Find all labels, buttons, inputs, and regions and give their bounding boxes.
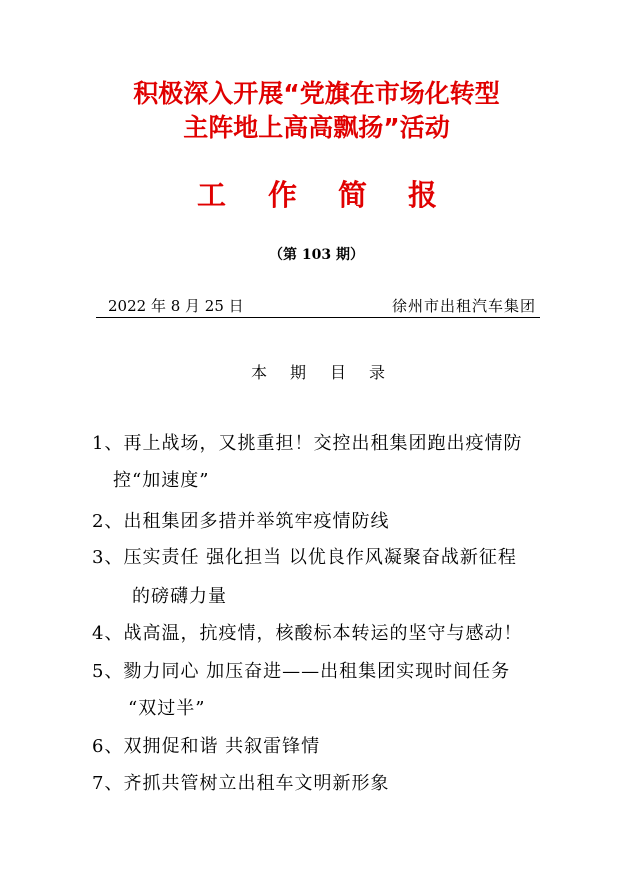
- brief-title-char: 简: [338, 178, 368, 212]
- headline-line-1: 积极深入开展“党旗在市场化转型: [133, 79, 500, 108]
- meta-row: [96, 295, 540, 319]
- toc-item-3: 3、压实责任 强化担当 以优良作风凝聚奋战新征程: [92, 547, 517, 568]
- toc-item-1: 1、再上战场，又挑重担！交控出租集团跑出疫情防: [92, 433, 523, 454]
- toc-heading-char: 本: [251, 363, 268, 382]
- headline-line-2: 主阵地上高高飘扬”活动: [183, 113, 450, 142]
- publish-date: 2022 年 8 月 25 日: [108, 297, 244, 315]
- brief-title-char: 报: [408, 178, 438, 212]
- toc-heading: [0, 361, 633, 387]
- toc-item-4: 4、战高温，抗疫情，核酸标本转运的坚守与感动！: [92, 623, 523, 644]
- toc-item-5: 5、勠力同心 加压奋进——出租集团实现时间任务: [92, 661, 511, 682]
- toc-item-7: 7、齐抓共管树立出租车文明新形象: [92, 773, 390, 794]
- publisher-org: 徐州市出租汽车集团: [391, 297, 536, 315]
- toc-item-2: 2、出租集团多措并举筑牢疫情防线: [92, 511, 390, 532]
- toc-item-5-continuation: “双过半”: [128, 698, 206, 719]
- brief-title: [0, 176, 633, 216]
- toc-heading-char: 录: [369, 363, 386, 382]
- brief-title-char: 作: [268, 178, 298, 212]
- header-divider: [96, 317, 540, 318]
- brief-title-char: 工: [197, 178, 227, 212]
- toc-item-1-continuation: 控“加速度”: [113, 470, 210, 491]
- toc-heading-char: 期: [290, 363, 307, 382]
- toc-heading-char: 目: [330, 363, 347, 382]
- issue-number: （第 103 期）: [269, 247, 364, 263]
- toc-item-3-continuation: 的磅礴力量: [132, 586, 227, 607]
- toc-item-6: 6、双拥促和谐 共叙雷锋情: [92, 736, 321, 757]
